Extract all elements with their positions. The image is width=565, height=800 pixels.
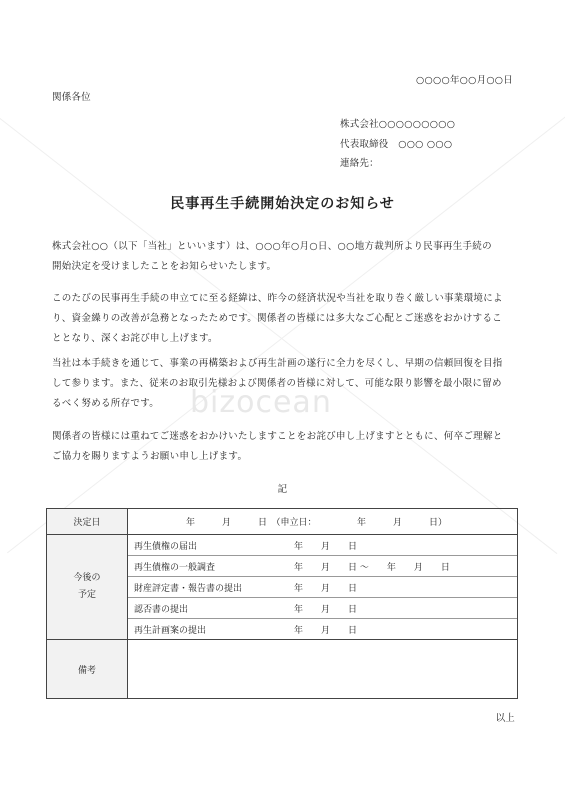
addressee: 関係各位 <box>52 92 91 103</box>
schedule-date: 年 月 日 <box>294 541 358 552</box>
list-item <box>128 619 517 639</box>
watermark-logo: bizocean <box>190 385 332 420</box>
sender-representative: 代表取締役 ○○○ ○○○ <box>340 139 453 150</box>
remarks-value <box>128 640 518 699</box>
schedule-table <box>46 508 518 699</box>
decision-row <box>47 509 518 535</box>
schedule-label: 今後の 予定 <box>47 535 128 640</box>
closing: 以上 <box>495 713 515 724</box>
ki-label: 記 <box>277 484 288 495</box>
schedule-date: 年 月 日 <box>294 583 358 594</box>
schedule-item: 再生債権の一般調査 <box>134 562 216 573</box>
list-item <box>128 556 517 577</box>
schedule-item: 財産評定書・報告書の提出 <box>134 583 243 594</box>
decision-label: 決定日 <box>47 509 128 535</box>
schedule-date: 年 月 日 <box>294 604 358 615</box>
schedule-item: 再生計画案の提出 <box>134 625 207 636</box>
decision-value-cell <box>128 509 518 535</box>
sender-company: 株式会社○○○○○○○○○ <box>340 119 456 130</box>
schedule-row <box>47 535 518 640</box>
schedule-date: 年 月 日 <box>294 625 358 636</box>
schedule-item: 認否書の提出 <box>134 604 189 615</box>
paragraph-1: 株式会社○○（以下「当社」といいます）は、○○○年○月○日、○○地方裁判所より民事再生手続の 開始決定を受けましたことをお知らせいたします。 <box>52 241 492 272</box>
list-item <box>128 535 517 556</box>
issue-date: ○○○○年○○月○○日 <box>415 75 513 86</box>
page-title: 民事再生手続開始決定のお知らせ <box>170 196 395 212</box>
schedule-date: 年 月 日 〜 年 月 日 <box>294 562 450 573</box>
list-item <box>128 577 517 598</box>
paragraph-3: 当社は本手続きを通じて、事業の再構築および再生計画の遂行に全力を尽くし、早期の信頼回復を目指 して参ります。また、従来のお取引先様および関係者の皆様に対して、可能な限り影響を最小限に留め るべく努める所存です。 <box>52 358 503 409</box>
remarks-row <box>47 640 518 699</box>
list-item <box>128 598 517 619</box>
schedule-list <box>128 535 518 640</box>
decision-value: 年 月 日 （申立日： 年 月 日） <box>186 518 448 528</box>
paragraph-2: このたびの民事再生手続の申立てに至る経緯は、昨今の経済状況や当社を取り巻く厳しい事業環境によ り、資金繰りの改善が急務となったためです。関係者の皆様には多大なご心配とご迷惑をおかけするこ ととなり、深くお詫び申し上げます。 <box>52 293 503 344</box>
schedule-item: 再生債権の届出 <box>134 541 198 552</box>
sender-contact: 連絡先： <box>340 158 379 169</box>
remarks-label: 備考 <box>47 640 128 699</box>
paragraph-4: 関係者の皆様には重ねてご迷惑をおかけいたしますことをお詫び申し上げますとともに、何卒ご理解と ご協力を賜りますようお願い申し上げます。 <box>52 431 503 462</box>
